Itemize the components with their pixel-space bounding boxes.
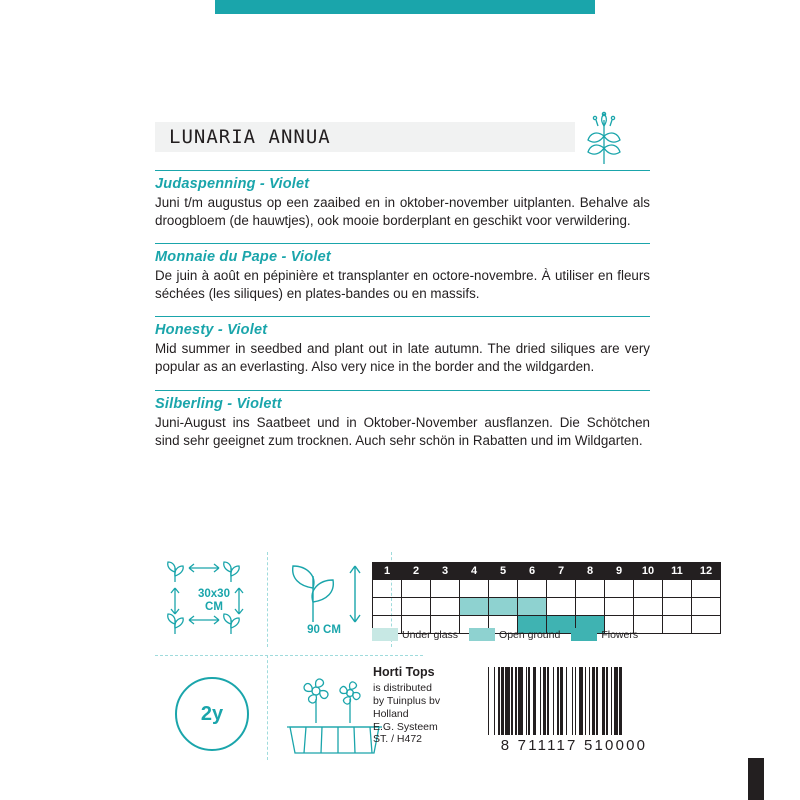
calendar-cell <box>373 598 402 616</box>
month-cell: 8 <box>576 563 605 580</box>
barcode-bar <box>622 667 623 735</box>
month-cell: 1 <box>373 563 402 580</box>
legend-label: Under glass <box>402 628 459 641</box>
brand-line-1: is distributed <box>373 682 432 695</box>
brand-name: Horti Tops <box>373 665 435 679</box>
brand-line-3: Holland <box>373 707 409 720</box>
legend-label: Flowers <box>601 628 639 641</box>
block-text: Juni-August ins Saatbeet und in Oktober-November ausflanzen. Die Schötchen sind sehr geeignet zum trocknen. Auch sehr schön in Rabatten und im Wildgarten. <box>155 414 650 448</box>
calendar-cell <box>692 616 721 634</box>
calendar-cell <box>663 580 692 598</box>
legend-item-open-ground <box>469 628 560 641</box>
block-text: Juni t/m augustus op een zaaibed en in oktober-november uitplanten. Behalve als droogbloem (de hauwtjes), ook mooie borderplant en geschikt voor verwildering. <box>155 195 650 229</box>
legend-swatch <box>372 628 398 641</box>
month-cell: 9 <box>605 563 634 580</box>
legend-item-under-glass <box>372 628 458 641</box>
lifecycle-label: 2y <box>175 677 249 751</box>
barcode-bars <box>488 667 660 735</box>
block-fr <box>155 243 650 303</box>
calendar-row-2 <box>373 598 721 616</box>
calendar-cell <box>576 598 605 616</box>
month-cell: 2 <box>402 563 431 580</box>
calendar-header-row <box>373 563 721 580</box>
calendar-cell <box>489 580 518 598</box>
calendar-cell <box>402 598 431 616</box>
calendar-cell <box>518 598 547 616</box>
top-teal-bar <box>215 0 595 14</box>
calendar-cell <box>373 580 402 598</box>
block-text: De juin à août en pépinière et transplanter en octore-novembre. À utiliser en fleurs séchées (les siliques) en plates-bandes ou en massifs. <box>155 268 650 302</box>
legend-item-flowers <box>571 628 638 641</box>
spacing-unit: CM <box>205 601 223 614</box>
month-cell: 7 <box>547 563 576 580</box>
block-heading: Monnaie du Pape - Violet <box>155 249 331 266</box>
calendar-cell <box>547 598 576 616</box>
legend-swatch <box>469 628 495 641</box>
seed-tray-icon <box>282 669 387 761</box>
calendar-cell <box>663 598 692 616</box>
month-cell: 12 <box>692 563 721 580</box>
calendar-row-1 <box>373 580 721 598</box>
sowing-calendar <box>372 562 721 634</box>
brand-line-2: by Tuinplus bv <box>373 695 441 708</box>
plant-height-label: 90 CM <box>307 624 341 636</box>
calendar-cell <box>518 580 547 598</box>
calendar-cell <box>634 580 663 598</box>
calendar-cell <box>547 580 576 598</box>
calendar-legend <box>372 628 645 641</box>
divider <box>155 390 650 391</box>
block-heading: Honesty - Violet <box>155 322 268 339</box>
lifecycle-icon <box>175 677 251 753</box>
calendar-table <box>372 562 721 634</box>
block-heading: Judaspenning - Violet <box>155 176 310 192</box>
calendar-cell <box>692 598 721 616</box>
calendar-cell <box>460 580 489 598</box>
block-heading: Silberling - Violett <box>155 395 282 412</box>
block-text: Mid summer in seedbed and plant out in late autumn. The dried siliques are very popular as an everlasting. Also very nice in the border and the wildgarden. <box>155 341 650 375</box>
divider <box>155 316 650 317</box>
legend-label: Open ground <box>499 628 561 641</box>
calendar-cell <box>431 580 460 598</box>
month-cell: 6 <box>518 563 547 580</box>
calendar-cell <box>576 580 605 598</box>
calendar-cell <box>431 598 460 616</box>
description-blocks <box>155 170 650 463</box>
brand-line-4: E.G. Systeem <box>373 720 438 733</box>
brand-line-5: ST. / H472 <box>373 733 423 746</box>
divider <box>155 655 423 656</box>
calendar-cell <box>460 598 489 616</box>
month-cell: 3 <box>431 563 460 580</box>
month-cell: 4 <box>460 563 489 580</box>
page-title: LUNARIA ANNUA <box>169 126 331 148</box>
flower-icon <box>578 110 630 168</box>
calendar-cell <box>605 598 634 616</box>
calendar-cell <box>663 616 692 634</box>
divider <box>155 170 650 171</box>
block-en <box>155 316 650 376</box>
barcode-number: 8 711117 510000 <box>500 737 648 754</box>
title-bar <box>155 122 575 152</box>
block-de <box>155 390 650 450</box>
brand-info <box>373 665 493 746</box>
divider <box>267 655 268 760</box>
calendar-cell <box>489 598 518 616</box>
legend-swatch <box>571 628 597 641</box>
calendar-cell <box>692 580 721 598</box>
barcode <box>488 667 660 754</box>
divider <box>155 243 650 244</box>
month-cell: 11 <box>663 563 692 580</box>
bottom-black-tab <box>748 758 764 800</box>
calendar-cell <box>402 580 431 598</box>
plant-spacing-label <box>171 588 257 614</box>
divider <box>267 552 268 647</box>
block-nl <box>155 170 650 230</box>
calendar-cell <box>634 598 663 616</box>
footer-row <box>155 655 655 765</box>
spacing-value: 30x30 <box>198 588 230 600</box>
month-cell: 10 <box>634 563 663 580</box>
calendar-cell <box>605 580 634 598</box>
month-cell: 5 <box>489 563 518 580</box>
